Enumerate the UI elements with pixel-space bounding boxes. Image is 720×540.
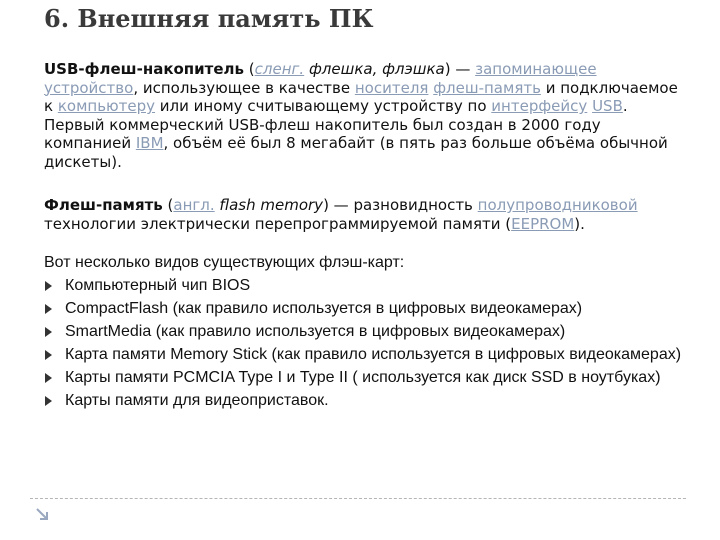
text-fragment: , объём её был 8 мегабайт (в пять раз больше объёма обычной дискеты). [44, 134, 668, 171]
english-term: flash memory [219, 196, 324, 214]
computer-link[interactable]: компьютеру [57, 97, 156, 116]
list-item-text: Компьютерный чип BIOS [65, 277, 251, 294]
list-item [44, 276, 684, 295]
bullet-arrow-icon [45, 396, 52, 406]
bullet-arrow-icon [45, 327, 52, 337]
text-fragment: . Первый коммерческий USB-флеш накопитель был создан в 2000 году компанией [44, 97, 628, 153]
list-item [44, 299, 684, 318]
text-fragment: ( [244, 60, 255, 78]
flash-memory-term: Флеш-память [44, 196, 163, 214]
list-item-text: CompactFlash (как правило используется в цифровых видеокамерах) [65, 300, 583, 317]
slang-link[interactable]: сленг. [254, 60, 305, 78]
bullet-arrow-icon [45, 304, 52, 314]
semiconductor-link[interactable]: полупроводниковой [477, 196, 638, 214]
flash-memory-definition-paragraph [44, 196, 684, 233]
list-item-text: Карта памяти Memory Stick (как правило используется в цифровых видеокамерах) [65, 346, 682, 363]
eeprom-link[interactable]: EEPROM [511, 214, 575, 233]
bullet-arrow-icon [45, 350, 52, 360]
text-fragment: технологии электрически перепрограммируемой памяти ( [44, 214, 512, 233]
text-fragment: и подключаемое к [44, 78, 678, 116]
text-fragment: или иному считывающему устройству по [155, 97, 492, 116]
list-item [44, 322, 684, 341]
carrier-link[interactable]: носителя [354, 78, 429, 97]
list-item [44, 368, 684, 387]
list-item-text: Карты памяти PCMCIA Type I и Type II ( используется как диск SSD в ноутбуках) [65, 369, 661, 386]
list-intro: Вот несколько видов существующих флэш-карт: [44, 254, 405, 271]
ibm-link[interactable]: IBM [135, 134, 164, 153]
list-item [44, 391, 684, 410]
list-item [44, 345, 684, 364]
flash-memory-link[interactable]: флеш-память [433, 78, 541, 97]
slang-words: флешка, флэшка [304, 60, 445, 78]
interface-link[interactable]: интерфейсу [491, 97, 588, 116]
usb-definition-paragraph [44, 60, 684, 172]
bullet-arrow-icon [45, 373, 52, 383]
corner-arrow-icon [35, 507, 49, 521]
list-item-text: SmartMedia (как правило используется в цифровых видеокамерах) [65, 323, 566, 340]
english-abbr-link[interactable]: англ. [173, 196, 215, 214]
text-fragment: ( [162, 196, 174, 214]
storage-device-link[interactable]: запоминающее устройство [44, 60, 597, 97]
text-fragment: ) — [444, 60, 476, 78]
usb-term: USB-флеш-накопитель [44, 60, 245, 78]
bullet-arrow-icon [45, 281, 52, 291]
bottom-divider [30, 498, 686, 499]
list-item-text: Карты памяти для видеоприставок. [65, 392, 329, 409]
usb-link[interactable]: USB [592, 97, 623, 116]
slide-title: 6. Внешняя память ПК [44, 4, 374, 33]
flash-card-list [44, 276, 684, 414]
text-fragment: ) — разновидность [323, 196, 478, 214]
text-fragment: ). [574, 214, 585, 233]
text-fragment: , использующее в качестве [133, 78, 355, 97]
